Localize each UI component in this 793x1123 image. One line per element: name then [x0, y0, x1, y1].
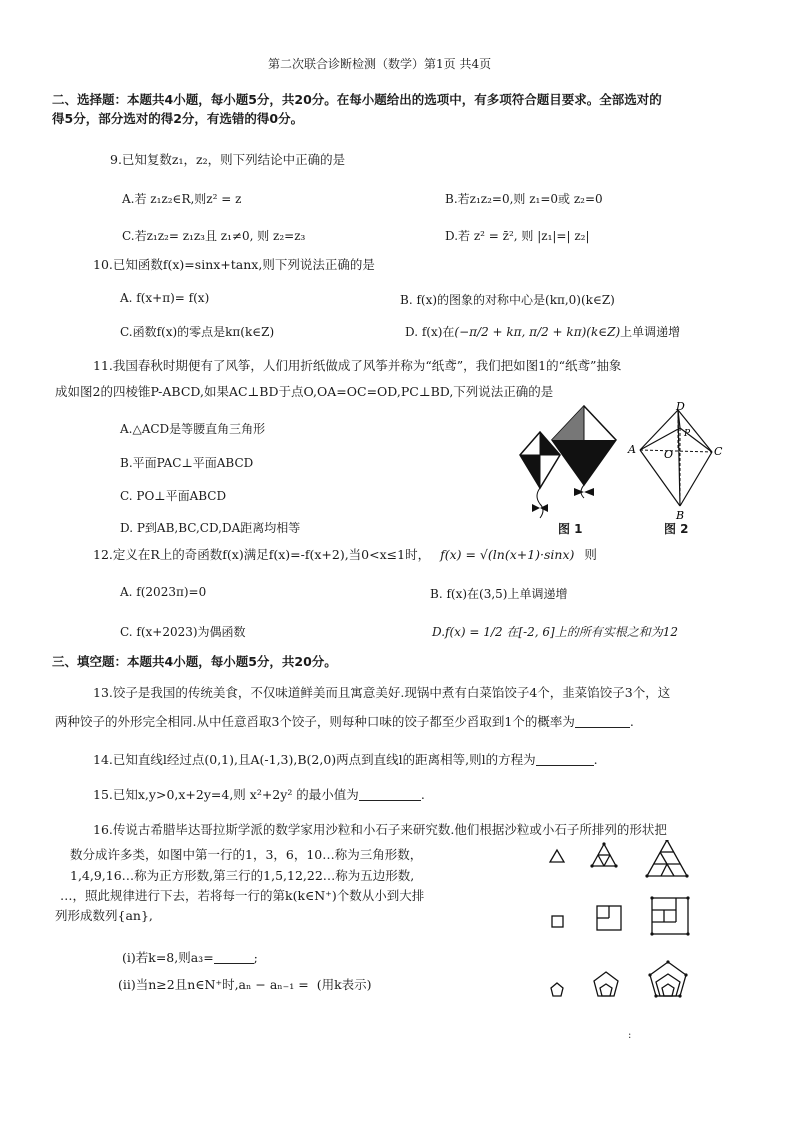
- q10-option-b: B. f(x)的图象的对称中心是(kπ,0)(k∈Z): [400, 293, 615, 307]
- q11-stem-line2: 成如图2的四棱锥P-ABCD,如果AC⊥BD于点O,OA=OC=OD,PC⊥BD,下列说法正确的是: [55, 384, 554, 399]
- q16-part1-end: ;: [253, 950, 258, 965]
- q15-answer-blank[interactable]: [359, 788, 421, 801]
- q11-option-d: D. P到AB,BC,CD,DA距离均相等: [120, 521, 301, 535]
- q9-option-b: B.若z₁z₂=0,则 z₁=0或 z₂=0: [445, 192, 603, 206]
- q10-option-d: [405, 323, 680, 340]
- section3-title: 三、填空题：本题共4小题，每小题5分，共20分。: [52, 654, 337, 669]
- figure2-pyramid: [620, 398, 740, 523]
- fig2-label-p: P: [684, 429, 691, 439]
- q11-stem-line1: 11.我国春秋时期便有了风筝，人们用折纸做成了风筝并称为“纸鸢”，我们把如图1的“纸鸢”抽象: [93, 358, 622, 373]
- q16-part1-blank[interactable]: [214, 951, 254, 964]
- fig2-label-c: C: [714, 445, 723, 458]
- fig2-label-b: B: [676, 509, 685, 522]
- figure1-caption: 图 1: [558, 522, 583, 536]
- q16-part1-text: (i)若k=8,则a₃=: [122, 950, 214, 965]
- q14-text: 14.已知直线l经过点(0,1),且A(-1,3),B(2,0)两点到直线l的距离相等,则l的方程为: [93, 752, 536, 767]
- q14-answer-blank[interactable]: [536, 753, 594, 766]
- section2-instructions-line1: 二、选择题：本题共4小题，每小题5分，共20分。在每小题给出的选项中，有多项符合题目要求。全部选对的: [52, 92, 662, 107]
- q12-option-a: A. f(2023π)=0: [120, 585, 207, 599]
- q9-stem: 9.已知复数z₁，z₂，则下列结论中正确的是: [110, 152, 346, 167]
- q11-option-a: A.△ACD是等腰直角三角形: [120, 422, 266, 436]
- q12-stem-formula: f(x) = √(ln(x+1)·sinx): [440, 547, 575, 562]
- q16-part2-text: (ii)当n≥2且n∈N⁺时,aₙ − aₙ₋₁ =: [118, 977, 309, 992]
- page-header: 第二次联合诊断检测（数学）第1页 共4页: [268, 57, 492, 71]
- q13-line1: 13.饺子是我国的传统美食，不仅味道鲜美而且寓意美好.现锅中煮有白菜馅饺子4个，韭菜馅饺子3个，这: [93, 685, 671, 700]
- q14: 14.已知直线l经过点(0,1),且A(-1,3),B(2,0)两点到直线l的距离相等,则l的方程为 .: [93, 752, 598, 767]
- q16-line2: 数分成许多类，如图中第一行的1，3，6，10…称为三角形数，: [70, 847, 423, 862]
- q16-part2-end: (用k表示): [316, 977, 372, 992]
- q12-option-d: D.f(x) = 1/2 在[-2, 6]上的所有实根之和为12: [432, 625, 678, 639]
- q12-stem: [93, 545, 597, 563]
- section2-instructions-line2: 得5分，部分选对的得2分，有选错的得0分。: [52, 111, 304, 126]
- q15-text: 15.已知x,y>0,x+2y=4,则 x²+2y² 的最小值为: [93, 787, 359, 802]
- q15: 15.已知x,y>0,x+2y=4,则 x²+2y² 的最小值为 .: [93, 787, 425, 802]
- q16-line4: …，照此规律进行下去，若将每一行的第k(k∈N⁺)个数从小到大排: [60, 888, 425, 903]
- q12-option-c: C. f(x+2023)为偶函数: [120, 625, 246, 639]
- q10-option-d-prefix: D. f(x)在: [405, 325, 455, 339]
- q12-stem-end: 则: [584, 547, 597, 562]
- fig2-label-o: O: [664, 448, 674, 461]
- pentagonal-numbers-row: [551, 962, 686, 996]
- q11-option-c: C. PO⊥平面ABCD: [120, 489, 227, 503]
- figure2-caption: 图 2: [664, 522, 689, 536]
- q10-option-d-suffix: 上单调递增: [620, 325, 681, 339]
- q16-part2: [118, 975, 372, 993]
- square-numbers-row: [552, 898, 688, 934]
- q9-option-d: D.若 z² = z̄², 则 |z₁|=| z₂|: [445, 229, 590, 243]
- q9-option-a: A.若 z₁z₂∈R,则z² = z: [122, 192, 242, 206]
- polygonal-numbers-figure: [540, 840, 720, 1020]
- figure1-kites: [510, 400, 630, 540]
- q13-answer-blank[interactable]: [575, 715, 630, 728]
- q16-line3: 1,4,9,16…称为正方形数,第三行的1,5,12,22…称为五边形数,: [70, 868, 415, 883]
- q10-stem: 10.已知函数f(x)=sinx+tanx,则下列说法正确的是: [93, 257, 375, 272]
- triangular-numbers-row: [550, 840, 687, 876]
- q10-option-a: A. f(x+π)= f(x): [120, 291, 210, 305]
- q9-option-c: C.若z₁z₂= z₁z₃且 z₁≠0, 则 z₂=z₃: [122, 229, 306, 243]
- q16-line1: 16.传说古希腊毕达哥拉斯学派的数学家用沙粒和小石子来研究数.他们根据沙粒或小石子所排列的形状把: [93, 822, 667, 837]
- q10-option-d-interval: (−π/2 + kπ, π/2 + kπ)(k∈Z): [454, 325, 621, 339]
- fig2-label-a: A: [628, 443, 636, 456]
- q13-line2: 两种饺子的外形完全相同.从中任意舀取3个饺子，则每种口味的饺子都至少舀取到1个的概率为 .: [55, 714, 634, 729]
- footer-mark: :: [628, 1030, 632, 1041]
- fig2-label-d: D: [676, 400, 685, 413]
- q13-line2-text: 两种饺子的外形完全相同.从中任意舀取3个饺子，则每种口味的饺子都至少舀取到1个的概率为: [55, 714, 575, 729]
- q11-option-b: B.平面PAC⊥平面ABCD: [120, 456, 254, 470]
- q16-line5: 列形成数列{an},: [55, 908, 153, 923]
- q12-stem-text: 12.定义在R上的奇函数f(x)满足f(x)=-f(x+2),当0<x≤1时，: [93, 547, 431, 562]
- q12-option-b: B. f(x)在(3,5)上单调递增: [430, 587, 568, 601]
- q16-part1: [122, 948, 258, 966]
- q10-option-c: C.函数f(x)的零点是kπ(k∈Z): [120, 325, 275, 339]
